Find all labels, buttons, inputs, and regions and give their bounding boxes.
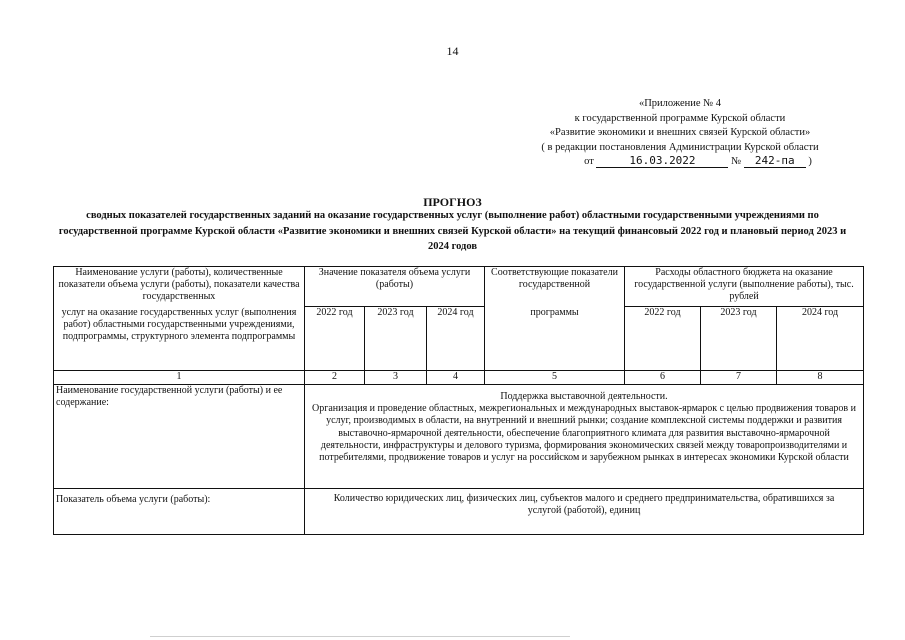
column-number-6: 6: [625, 371, 701, 385]
appendix-date-line: [480, 155, 880, 170]
expense-year-2023: 2023 год: [701, 307, 777, 371]
volume-year-2023: 2023 год: [365, 307, 427, 371]
from-prefix: от: [584, 156, 594, 167]
number-prefix: №: [731, 156, 742, 167]
document-subtitle: сводных показателей государственных заданий на оказание государственных услуг (выполнение работ) областными государственными учреждениями по государственной программе Курской области «Развитие экономики и внешних связей Курской области» на текущий финансовый 2022 год и плановый период 2023 и 2024 годов: [58, 210, 847, 252]
program-header-top: Соответствующие показатели государственной: [485, 267, 625, 307]
appendix-line-2: к государственной программе Курской области: [574, 112, 786, 124]
appendix-line-1: «Приложение № 4: [638, 98, 722, 109]
volume-indicator-label: Показатель объема услуги (работы):: [54, 489, 305, 535]
service-title: Поддержка выставочной деятельности.: [500, 391, 668, 402]
expense-year-2024: 2024 год: [777, 307, 864, 371]
col1-header-bottom: услуг на оказание государственных услуг (выполнения работ) областными государственными учреждениями, подпрограммы, структурного элемента подпрограммы: [54, 307, 305, 371]
page-number: 14: [446, 44, 459, 58]
program-header-bottom: программы: [485, 307, 625, 371]
column-number-2: 2: [305, 371, 365, 385]
column-number-3: 3: [365, 371, 427, 385]
service-description: Организация и проведение областных, межрегиональных и международных выставок-ярмарок с целью продвижения товаров и услуг, производимых в области, на внутренний и внешний рынки; создание комплексной системы поддержки и развития выставочно-ярмарочной деятельности, обеспечение благоприятного климата для развития выставочно-ярмарочной деятельности, инфраструктуры и делового туризма, формирования экономических связей между товаропроизводителями и потребителями, продвижение товаров и услуг на российском и зарубежном рынках в интересах экономики Курской области: [312, 403, 856, 464]
header-row-bottom: [54, 307, 864, 371]
appendix-line-3: «Развитие экономики и внешних связей Курской области»: [549, 127, 811, 138]
appendix-line-4: ( в редакции постановления Администрации Курской области: [541, 141, 819, 153]
service-label: Наименование государственной услуги (работы) и ее содержание:: [54, 385, 305, 489]
volume-year-2024: 2024 год: [427, 307, 485, 371]
expense-year-2022: 2022 год: [625, 307, 701, 371]
volume-indicator-row: [54, 489, 864, 535]
resolution-date: 16.03.2022: [596, 155, 728, 168]
document-title: ПРОГНОЗ: [423, 195, 482, 209]
column-number-5: 5: [485, 371, 625, 385]
column-number-1: 1: [54, 371, 305, 385]
column-number-4: 4: [427, 371, 485, 385]
forecast-table: [53, 266, 864, 535]
service-row: [54, 385, 864, 489]
scan-edge-line: [150, 636, 570, 637]
volume-year-2022: 2022 год: [305, 307, 365, 371]
volume-header: Значение показателя объема услуги (работы): [305, 267, 485, 307]
expenses-header: Расходы областного бюджета на оказание государственной услуги (выполнение работы), тыс. рублей: [625, 267, 864, 307]
col1-header-top: Наименование услуги (работы), количественные показатели объема услуги (работы), показатели качества государственных: [54, 267, 305, 307]
column-number-8: 8: [777, 371, 864, 385]
volume-indicator-content: Количество юридических лиц, физических лиц, субъектов малого и среднего предпринимательства, обратившихся за услугой (работой), единиц: [305, 489, 864, 535]
column-number-7: 7: [701, 371, 777, 385]
resolution-number: 242-па: [744, 155, 806, 168]
closing-paren: ): [808, 156, 812, 167]
column-number-row: [54, 371, 864, 385]
appendix-header: [480, 97, 880, 170]
header-row-top: [54, 267, 864, 307]
service-content: [305, 385, 864, 489]
